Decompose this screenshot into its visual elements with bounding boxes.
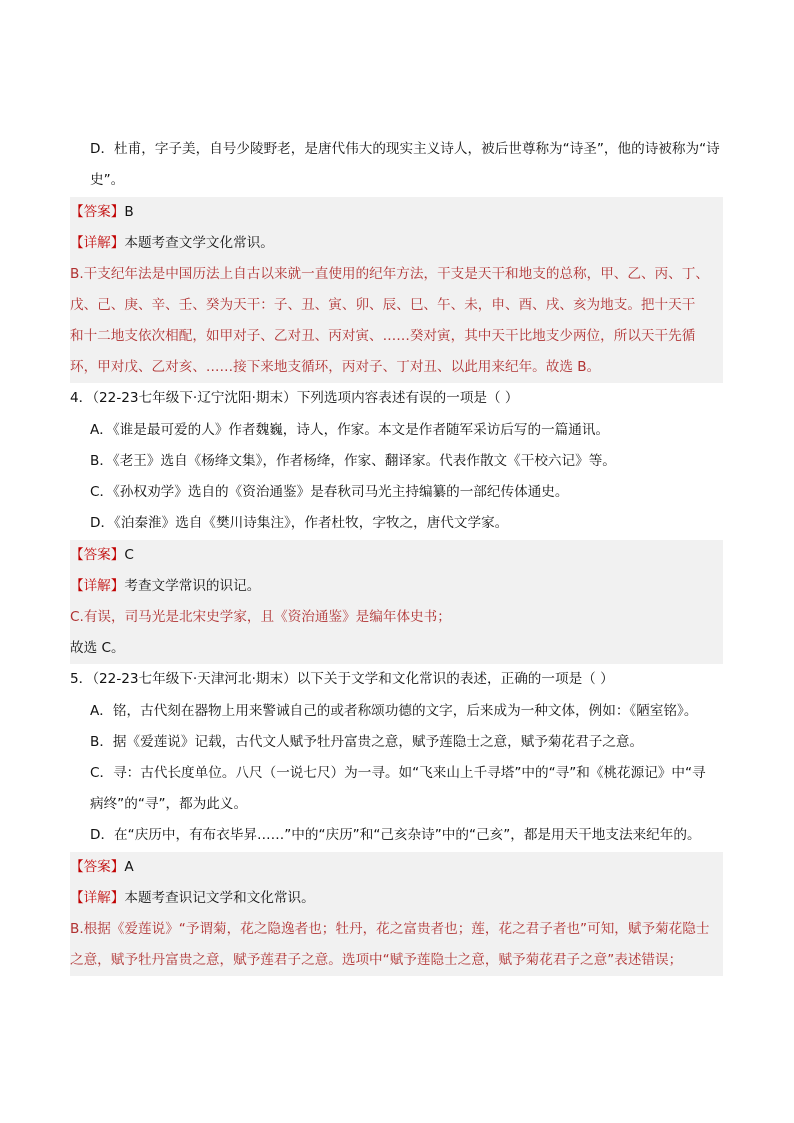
detail-tag: 【详解】 (70, 578, 125, 594)
q5-explain-line: 之意，赋予牡丹富贵之意，赋予莲君子之意。选项中“赋予莲隐士之意，赋予菊花君子之意”表述错误； (70, 952, 683, 968)
answer-value: A (124, 859, 134, 875)
q3-option-d-line1: D．杜甫，字子美，自号少陵野老，是唐代伟大的现实主义诗人，被后世尊称为“诗圣”，他的诗被称为“诗 (90, 141, 720, 157)
detail-text: 本题考查文学文化常识。 (124, 235, 274, 251)
q3-explain-line: 环，甲对戊、乙对亥、……接下来地支循环，丙对子、丁对丑、以此用来纪年。故选 B。 (70, 359, 601, 375)
q4-option-d: D．《泊秦淮》选自《樊川诗集注》，作者杜牧，字牧之，唐代文学家。 (90, 515, 509, 531)
q3-explain-line: B.干支纪年法是中国历法上自古以来就一直使用的纪年方法，干支是天干和地支的总称，甲、乙、丙、丁、 (70, 266, 709, 282)
detail-text: 本题考查识记文学和文化常识。 (124, 890, 315, 906)
answer-value: B (124, 204, 134, 220)
q4-option-a: A．《谁是最可爱的人》作者魏巍，诗人，作家。本文是作者随军采访后写的一篇通讯。 (90, 422, 610, 438)
q5-answer (70, 852, 134, 883)
q5-detail (70, 883, 315, 914)
q5-option-c-cont: 病终”的“寻”，都为此义。 (90, 796, 248, 812)
q4-option-b: B．《老王》选自《杨绛文集》，作者杨绛，作家、翻译家。代表作散文《干校六记》等。 (90, 453, 616, 469)
q5-stem: 5．（22-23七年级下·天津河北·期末）以下关于文学和文化常识的表述，正确的一项是（ ） (70, 671, 614, 687)
answer-tag: 【答案】 (70, 547, 125, 563)
q4-detail (70, 571, 260, 602)
q5-option-a: A．铭，古代刻在器物上用来警诫自己的或者称颂功德的文字，后来成为一种文体，例如：《陋室铭》。 (90, 703, 698, 719)
q4-explain-line: C.有误，司马光是北宋史学家，且《资治通鉴》是编年体史书； (70, 609, 451, 625)
answer-value: C (124, 547, 134, 563)
answer-tag: 【答案】 (70, 859, 125, 875)
q3-detail (70, 228, 274, 259)
q3-option-d-line2: 史”。 (90, 172, 125, 188)
detail-tag: 【详解】 (70, 235, 125, 251)
q4-answer (70, 540, 134, 571)
q4-conclusion: 故选 C。 (70, 640, 125, 656)
detail-text: 考查文学常识的识记。 (124, 578, 261, 594)
q5-option-b: B．据《爱莲说》记载，古代文人赋予牡丹富贵之意，赋予莲隐士之意，赋予菊花君子之意。 (90, 734, 644, 750)
q5-option-c: C．寻：古代长度单位。八尺（一说七尺）为一寻。如“飞来山上千寻塔”中的“寻”和《桃花源记》中“寻 (90, 765, 706, 781)
q5-explain-line: B.根据《爱莲说》“予谓菊，花之隐逸者也；牡丹，花之富贵者也；莲，花之君子者也”可知，赋予菊花隐士 (70, 921, 710, 937)
q5-option-d: D．在“庆历中，有布衣毕昇……”中的“庆历”和“己亥杂诗”中的“己亥”，都是用天干地支法来纪年的。 (90, 827, 701, 843)
answer-tag: 【答案】 (70, 204, 125, 220)
detail-tag: 【详解】 (70, 890, 125, 906)
q4-stem: 4．（22-23七年级下·辽宁沈阳·期末）下列选项内容表述有误的一项是（ ） (70, 390, 519, 406)
q4-option-c: C．《孙权劝学》选自的《资治通鉴》是春秋司马光主持编纂的一部纪传体通史。 (90, 484, 569, 500)
q3-answer (70, 197, 134, 228)
q3-explain-line: 戊、己、庚、辛、壬、癸为天干：子、丑、寅、卯、辰、巳、午、未，申、酉、戌、亥为地支。把十天干 (70, 297, 696, 313)
q3-explain-line: 和十二地支依次相配，如甲对子、乙对丑、丙对寅、……癸对寅，其中天干比地支少两位，所以天干先循 (70, 328, 696, 344)
